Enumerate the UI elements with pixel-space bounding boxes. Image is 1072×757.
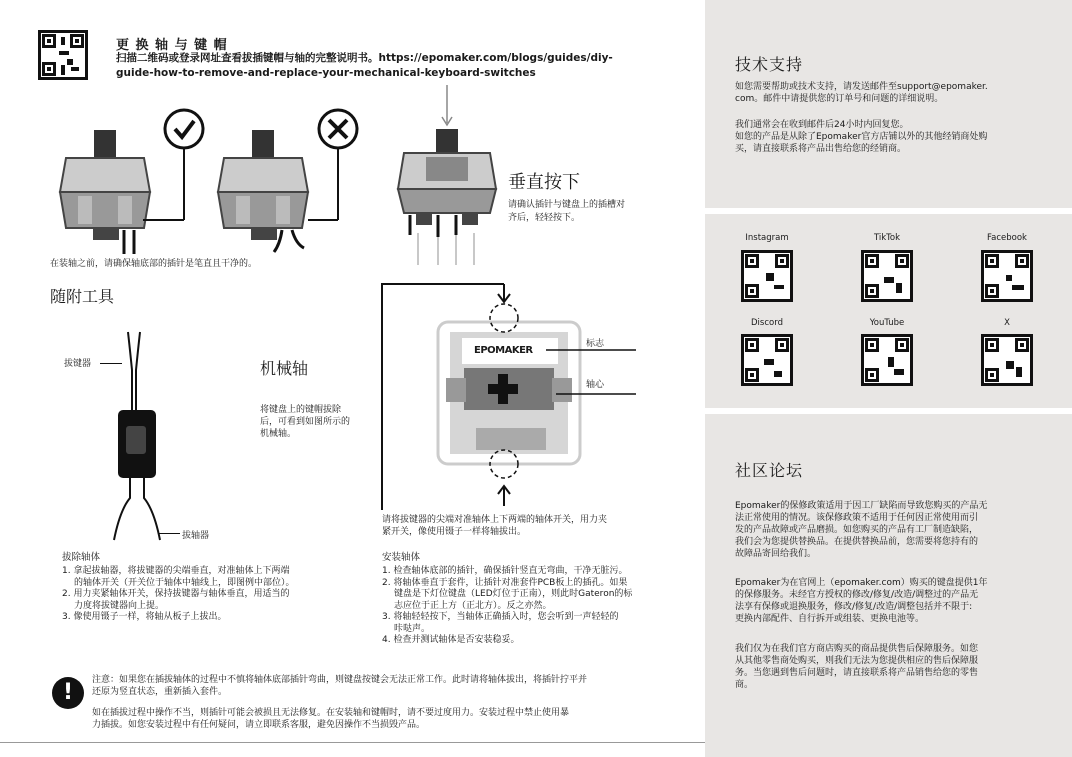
clamp-desc-1: 请将拔键器的尖端对准轴体上下两端的轴体开关，用力夹 — [382, 515, 608, 525]
pins-note: 在装轴之前，请确保轴底部的插针是笔直且干净的。 — [50, 259, 258, 269]
forum-p2: Epomaker为在官网上（epomaker.com）购买的键盘提供1年 的保修服务。未经官方授权的修改/修复/改造/调整过的产品无 法享有保修或退换服务，修改/修复/改造/调整包括并不限于: 更换内部配件、自行拆开或组装、更换电池等。 — [735, 578, 988, 624]
support-panel — [705, 0, 1072, 208]
switch-desc-3: 机械轴。 — [260, 429, 297, 439]
install-step-4: 4. 检查并测试轴体是否安装稳妥。 — [382, 635, 520, 645]
x-label: X — [1004, 318, 1010, 328]
logo-label: 标志 — [586, 339, 605, 349]
social-panel — [705, 214, 1072, 408]
press-title: 垂直按下 — [508, 172, 580, 193]
instagram-qr-code[interactable] — [741, 250, 793, 302]
facebook-label: Facebook — [987, 233, 1027, 243]
replace-desc-1: 扫描二维码或登录网址查看拔插键帽与轴的完整说明书。https://epomaker.com/blogs/guides/diy- — [116, 52, 613, 64]
support-title: 技术支持 — [735, 55, 804, 74]
switch-desc-2: 后，可看到如图所示的 — [260, 417, 351, 427]
youtube-label: YouTube — [869, 318, 905, 328]
forum-p1: Epomaker的保修政策适用于因工厂缺陷而导致您购买的产品无 法正常使用的情况。该保修政策不适用于任何因正常使用而引 发的产品故障或产品磨损。如您购买的产品有工厂制造缺陷， 我们会为您提供替换品。在提供替换品前，您需要将您持有的 故障品寄回给我们。 — [735, 501, 988, 559]
install-step-1: 1. 检查轴体底部的插针，确保插针竖直无弯曲，干净无脏污。 — [382, 566, 628, 576]
switch-straight-pins — [60, 130, 150, 254]
press-down-illustration — [390, 85, 510, 270]
install-steps — [382, 566, 692, 647]
forum-title: 社区论坛 — [735, 461, 804, 480]
remove-steps — [62, 566, 362, 624]
warning-icon: ! — [52, 677, 84, 709]
pins-comparison-illustration — [48, 100, 378, 260]
switch-puller-label: 拔轴器 — [182, 531, 210, 541]
instagram-label: Instagram — [745, 233, 789, 243]
replace-desc-2: guide-how-to-remove-and-replace-your-mechanical-keyboard-switches — [116, 67, 536, 79]
tiktok-label: TikTok — [873, 233, 901, 243]
youtube-qr-code[interactable] — [861, 334, 913, 386]
clamp-desc-2: 紧开关，像使用镊子一样将轴拔出。 — [382, 527, 527, 537]
puller-label-line — [100, 363, 122, 364]
tiktok-qr-code[interactable] — [861, 250, 913, 302]
switch-desc-1: 将键盘上的键帽拔除 — [260, 405, 342, 415]
puller-label: 拔键器 — [64, 359, 92, 369]
forum-panel — [705, 414, 1072, 757]
tools-title: 随附工具 — [50, 287, 115, 306]
warning-text: 注意：如果您在插拔轴体的过程中不慎将轴体底部插针弯曲，则键盘按键会无法正常工作。此时请将轴体拔出，将插针拧平并 还原为竖直状态，重新插入套件。 如在插拔过程中操作不当，则插针可能会被损且无法修复。在安装轴和键帽时，请不要过度用力。安装过程中禁止使用暴 力插拔。如您安装过程中有任何疑问，请立即联系客服，避免因操作不当损毁产品。 — [92, 675, 588, 730]
install-step-2: 2. 将轴体垂直于套件，让插针对准套件PCB板上的插孔。如果 键盘是下灯位键盘（LED灯位于正南），则此时Gateron的标 志应位于正上方（正北方）。反之亦然。 — [382, 577, 633, 611]
remove-step-1: 1. 拿起拔轴器，将拔键器的尖端垂直，对准轴体上下两端 的轴体开关（开关位于轴体中轴线上，即图例中部位）。 — [62, 566, 295, 588]
switch-brand: EPOMAKER — [474, 345, 533, 356]
facebook-qr-code[interactable] — [981, 250, 1033, 302]
replace-title: 更 换 轴 与 键 帽 — [116, 38, 228, 53]
switch-puller-label-line — [158, 533, 180, 534]
forum-p3: 我们仅为在我们官方商店购买的商品提供售后保障服务。如您 从其他零售商处购买，则我们无法为您提供相应的售后保障服 务。当您遇到售后问题时，请直接联系将产品销售给您的零售 商。 — [735, 644, 979, 690]
press-desc-2: 齐后，轻轻按下。 — [508, 213, 581, 223]
stem-label: 轴心 — [586, 380, 605, 390]
check-icon — [165, 110, 203, 148]
remove-step-3: 3. 像使用镊子一样，将轴从板子上拔出。 — [62, 612, 227, 622]
x-qr-code[interactable] — [981, 334, 1033, 386]
switch-title: 机械轴 — [260, 359, 309, 378]
press-desc-1: 请确认插针与键盘上的插槽对 — [508, 200, 626, 210]
install-step-3: 3. 将轴轻轻按下，当轴体正确插入时，您会听到一声轻轻的 咔哒声。 — [382, 612, 619, 634]
remove-title: 拔除轴体 — [62, 552, 101, 563]
remove-step-2: 2. 用力夹紧轴体开关，保持拔键器与轴体垂直，用适当的 力度将拔键器向上提。 — [62, 589, 290, 611]
switch-bent-pins — [218, 130, 308, 252]
support-p1: 如您需要帮助或技术支持，请发送邮件至support@epomaker. com。邮件中请提供您的订单号和问题的详细说明。 — [735, 82, 988, 104]
switch-top-view-illustration — [380, 282, 640, 510]
guide-qr-code[interactable] — [38, 30, 88, 80]
discord-qr-code[interactable] — [741, 334, 793, 386]
discord-label: Discord — [751, 318, 783, 328]
support-p2: 我们通常会在收到邮件后24小时内回复您。 如您的产品是从除了Epomaker官方店铺以外的其他经销商处购 买，请直接联系将产品出售给您的经销商。 — [735, 120, 988, 154]
install-title: 安装轴体 — [382, 552, 421, 563]
cross-icon — [319, 110, 357, 148]
